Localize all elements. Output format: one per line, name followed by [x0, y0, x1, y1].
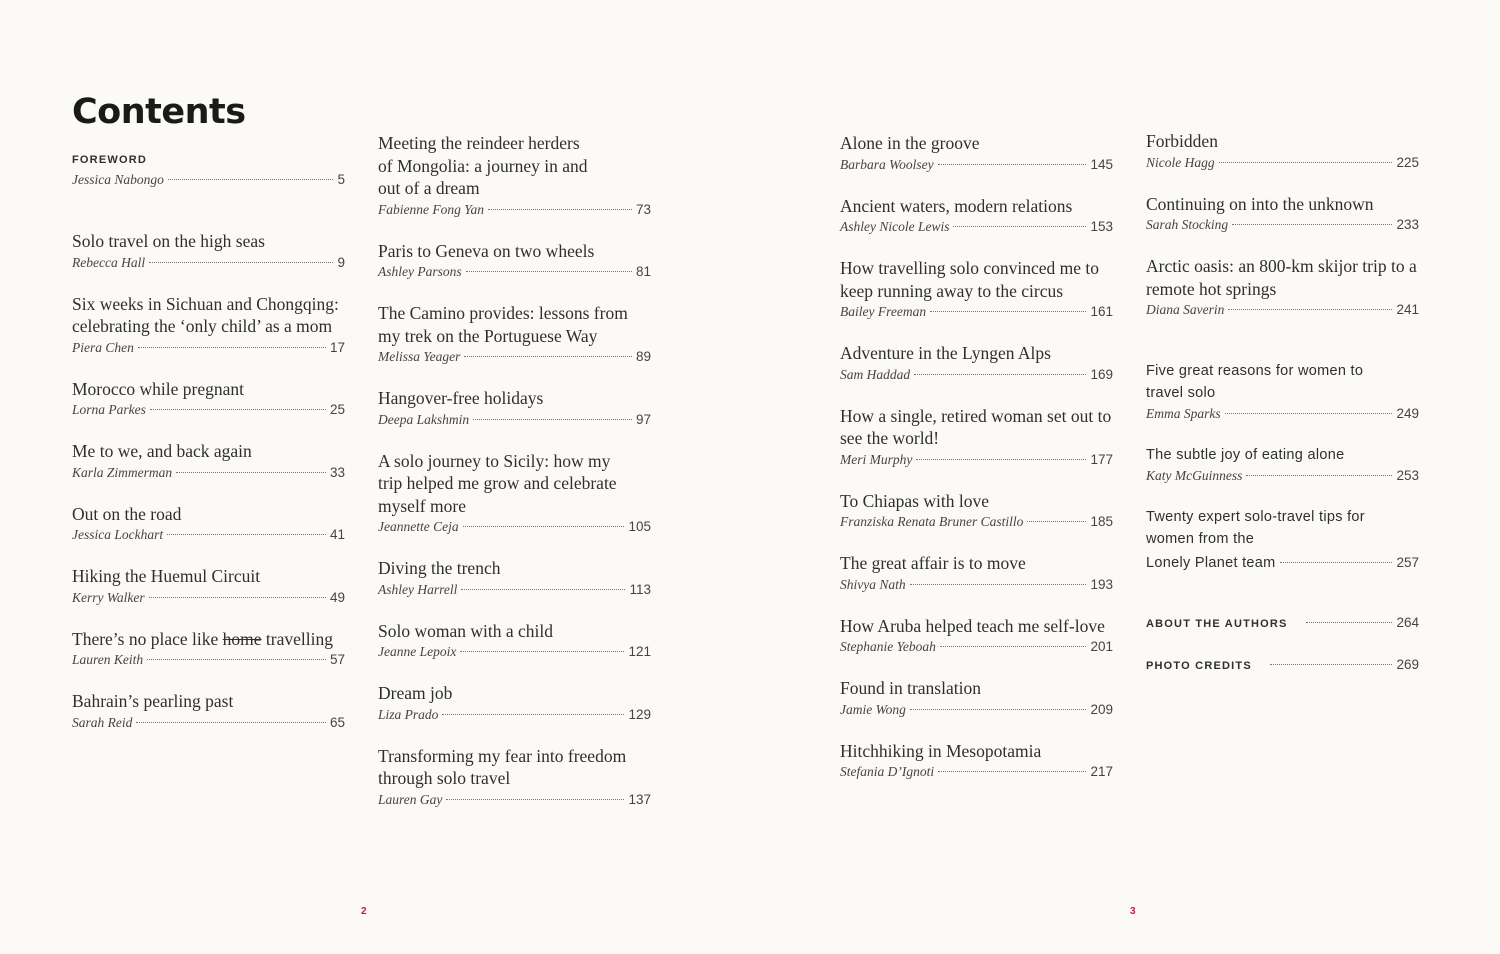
toc-page-number: 105 [628, 519, 651, 534]
toc-page-number: 129 [628, 706, 651, 722]
toc-page-number: 121 [628, 644, 651, 659]
leader-dots [168, 179, 334, 180]
toc-page-number: 145 [1090, 156, 1113, 172]
leader-dots [147, 659, 326, 660]
leader-dots [167, 534, 326, 535]
leader-dots [473, 419, 632, 420]
toc-title: Transforming my fear into freedom through solo travel [378, 745, 627, 788]
toc-author: Jamie Wong [840, 701, 906, 717]
toc-author: Fabienne Fong Yan [378, 201, 484, 217]
toc-page-number: 65 [329, 714, 345, 730]
leader-dots [466, 271, 632, 272]
toc-page-number: 57 [329, 652, 345, 667]
toc-author: Stephanie Yeboah [840, 639, 936, 654]
toc-author: Deepa Lakshmin [378, 411, 470, 427]
leader-dots [953, 226, 1086, 227]
toc-entry[interactable] [378, 302, 651, 365]
leader-dots [938, 771, 1086, 772]
toc-entry[interactable] [840, 257, 1113, 320]
toc-title [72, 628, 345, 651]
toc-entry[interactable] [72, 628, 345, 669]
toc-title: Bahrain’s pearling past [72, 691, 234, 711]
toc-entry[interactable] [72, 440, 345, 481]
toc-title: PHOTO CREDITS [1146, 660, 1252, 672]
toc-page-number: 249 [1396, 406, 1419, 421]
toc-title-part: There’s no place like [72, 628, 223, 649]
toc-entry[interactable] [840, 195, 1113, 236]
toc-author: Jeanne Lepoix [378, 644, 457, 659]
toc-author: Shivya Nath [840, 576, 906, 592]
toc-entry-credits[interactable] [1146, 656, 1419, 676]
toc-page-number: 217 [1090, 764, 1113, 779]
toc-entry[interactable] [378, 450, 651, 536]
toc-title: Solo travel on the high seas [72, 231, 265, 251]
leader-dots [149, 597, 326, 598]
toc-author: Jeannette Ceja [378, 519, 459, 534]
toc-page-number: 201 [1090, 639, 1113, 654]
toc-author: Melissa Yeager [378, 349, 461, 364]
toc-page-number: 257 [1396, 555, 1419, 570]
leader-dots [136, 722, 326, 723]
toc-title: Meeting the reindeer herders of Mongolia: a journey in and out of a dream [378, 133, 588, 198]
contents-column-3 [840, 132, 1113, 802]
toc-title-strikethrough: home [222, 628, 262, 649]
toc-page-number: 17 [329, 339, 345, 355]
toc-page-number: 185 [1090, 514, 1113, 529]
leader-dots [1228, 309, 1392, 310]
leader-dots [1280, 562, 1393, 563]
toc-title: Continuing on into the unknown [1146, 193, 1374, 214]
leader-dots [910, 584, 1087, 585]
toc-page-number: 73 [635, 201, 651, 217]
toc-author: Ashley Parsons [378, 264, 462, 279]
toc-page-number: 233 [1396, 217, 1419, 232]
toc-title: Dream job [378, 683, 453, 703]
toc-title: FOREWORD [72, 154, 147, 166]
toc-page-number: 89 [635, 349, 651, 364]
toc-entry[interactable] [1146, 506, 1419, 574]
toc-entry[interactable] [378, 240, 651, 281]
toc-author: Bailey Freeman [840, 304, 927, 319]
toc-title: The great affair is to move [840, 553, 1026, 573]
toc-page-number: 49 [329, 589, 345, 605]
leader-dots [488, 209, 632, 210]
leader-dots [1225, 413, 1393, 414]
toc-title: The Camino provides: lessons from my trek on the Portuguese Way [378, 303, 628, 346]
leader-dots [1270, 664, 1393, 665]
toc-entry[interactable] [1146, 130, 1419, 171]
toc-title: Arctic oasis: an 800-km skijor trip to a remote hot springs [1146, 256, 1417, 299]
toc-page-number: 97 [635, 411, 651, 427]
toc-author: Lorna Parkes [72, 402, 146, 417]
toc-author: Franziska Renata Bruner Castillo [840, 514, 1024, 529]
toc-page-number: 225 [1396, 154, 1419, 170]
toc-page-number: 9 [337, 254, 345, 270]
toc-title: Alone in the groove [840, 133, 980, 153]
leader-dots [940, 646, 1087, 647]
toc-title: Paris to Geneva on two wheels [378, 240, 595, 261]
leader-dots [914, 374, 1086, 375]
toc-page-number: 41 [329, 527, 345, 542]
toc-author: Nicole Hagg [1146, 154, 1215, 170]
toc-entry[interactable] [840, 342, 1113, 383]
toc-author: Barbara Woolsey [840, 156, 934, 172]
leader-dots [463, 526, 625, 527]
leader-dots [1306, 622, 1393, 623]
folio-left: 2 [361, 906, 367, 917]
toc-entry[interactable] [378, 557, 651, 598]
toc-entry[interactable] [378, 620, 651, 661]
toc-entry[interactable] [378, 682, 651, 723]
toc-page-number: 137 [628, 791, 651, 807]
toc-entry-about[interactable] [1146, 614, 1419, 634]
toc-title: Hiking the Huemul Circuit [72, 566, 261, 586]
folio-right: 3 [1130, 906, 1136, 917]
contents-column-2 [378, 132, 651, 830]
toc-entry[interactable] [840, 552, 1113, 593]
toc-entry[interactable] [72, 503, 345, 544]
toc-title-part: travelling [261, 628, 333, 649]
leader-dots [464, 356, 632, 357]
toc-title: Adventure in the Lyngen Alps [840, 343, 1051, 363]
toc-entry[interactable] [840, 490, 1113, 531]
toc-entry[interactable] [72, 378, 345, 419]
toc-page-number: 177 [1090, 451, 1113, 467]
toc-title: A solo journey to Sicily: how my trip helped me grow and celebrate myself more [378, 450, 617, 516]
toc-title: Out on the road [72, 503, 182, 524]
toc-title: Forbidden [1146, 131, 1218, 151]
toc-title: Found in translation [840, 678, 981, 698]
toc-author: Emma Sparks [1146, 406, 1221, 421]
toc-author: Sarah Reid [72, 714, 133, 730]
toc-author: Ashley Nicole Lewis [840, 219, 950, 234]
toc-title: Morocco while pregnant [72, 378, 245, 399]
contents-column-1 [72, 150, 345, 753]
leader-dots [1232, 224, 1392, 225]
toc-entry[interactable] [840, 677, 1113, 718]
toc-author: Meri Murphy [840, 451, 913, 467]
toc-page-number: 193 [1090, 576, 1113, 592]
leader-dots [149, 262, 333, 263]
contents-column-4 [1146, 130, 1419, 698]
leader-dots [1027, 521, 1086, 522]
toc-entry[interactable] [378, 132, 651, 218]
toc-author: Rebecca Hall [72, 254, 146, 270]
toc-page-number: 153 [1090, 219, 1113, 234]
toc-entry[interactable] [72, 690, 345, 731]
toc-title: Twenty expert solo-travel tips for women from the [1146, 509, 1365, 547]
toc-title: How travelling solo convinced me to keep running away to the circus [840, 258, 1100, 301]
toc-page-number: 25 [329, 402, 345, 417]
toc-author: Katy McGuinness [1146, 468, 1243, 483]
toc-page-number: 113 [629, 581, 651, 597]
toc-entry[interactable] [378, 745, 651, 808]
toc-author: Karla Zimmerman [72, 464, 173, 480]
leader-dots [1246, 475, 1392, 476]
toc-entry[interactable] [378, 387, 651, 428]
toc-entry-foreword[interactable] [72, 150, 345, 188]
toc-title: To Chiapas with love [840, 490, 989, 511]
toc-entry[interactable] [1146, 360, 1419, 422]
toc-author: Stefania D’Ignoti [840, 764, 935, 779]
toc-title-last-line: Lonely Planet team [1146, 555, 1276, 571]
toc-page-number: 5 [337, 172, 345, 187]
leader-dots [461, 589, 625, 590]
toc-author: Kerry Walker [72, 589, 145, 605]
toc-entry[interactable] [1146, 193, 1419, 234]
toc-page-number: 253 [1396, 468, 1419, 483]
toc-page-number: 33 [329, 464, 345, 480]
leader-dots [460, 651, 624, 652]
toc-page-number: 241 [1396, 302, 1419, 317]
toc-entry[interactable] [72, 230, 345, 271]
toc-title: Six weeks in Sichuan and Chongqing: celebrating the ‘only child’ as a mom [72, 293, 339, 336]
toc-title: Ancient waters, modern relations [840, 195, 1073, 216]
toc-author: Jessica Lockhart [72, 527, 164, 542]
leader-dots [938, 164, 1087, 165]
toc-author: Liza Prado [378, 706, 439, 722]
toc-page-number: 81 [635, 264, 651, 279]
leader-dots [150, 409, 326, 410]
toc-page-number: 269 [1396, 657, 1419, 672]
toc-author: Lauren Keith [72, 652, 144, 667]
page-title: Contents [72, 92, 246, 132]
toc-title: How Aruba helped teach me self-love [840, 615, 1105, 636]
toc-entry[interactable] [840, 405, 1113, 468]
toc-entry[interactable] [1146, 255, 1419, 318]
toc-entry[interactable] [72, 293, 345, 356]
toc-author: Piera Chen [72, 339, 134, 355]
toc-entry[interactable] [840, 740, 1113, 781]
toc-entry[interactable] [840, 132, 1113, 173]
toc-author: Lauren Gay [378, 791, 443, 807]
toc-entry[interactable] [1146, 444, 1419, 484]
leader-dots [176, 472, 326, 473]
toc-page-number: 264 [1396, 615, 1419, 630]
leader-dots [910, 709, 1087, 710]
toc-title: Diving the trench [378, 558, 501, 578]
toc-title: Me to we, and back again [72, 441, 252, 461]
toc-author: Ashley Harrell [378, 581, 458, 597]
leader-dots [916, 459, 1086, 460]
toc-author: Jessica Nabongo [72, 172, 164, 187]
toc-title: Solo woman with a child [378, 620, 553, 641]
toc-author: Sam Haddad [840, 366, 911, 382]
leader-dots [442, 714, 624, 715]
toc-title: Five great reasons for women to travel solo [1146, 363, 1364, 401]
leader-dots [1219, 162, 1393, 163]
toc-title: ABOUT THE AUTHORS [1146, 618, 1288, 630]
toc-entry[interactable] [840, 615, 1113, 656]
toc-page-number: 161 [1090, 304, 1113, 319]
leader-dots [138, 347, 326, 348]
toc-page-number: 209 [1090, 701, 1113, 717]
leader-dots [930, 311, 1086, 312]
toc-title: Hitchhiking in Mesopotamia [840, 740, 1042, 761]
toc-author: Sarah Stocking [1146, 217, 1229, 232]
toc-author: Diana Saverin [1146, 302, 1225, 317]
toc-title: How a single, retired woman set out to see the world! [840, 405, 1112, 448]
toc-page-number: 169 [1090, 366, 1113, 382]
leader-dots [446, 799, 624, 800]
toc-entry[interactable] [72, 565, 345, 606]
toc-title: The subtle joy of eating alone [1146, 447, 1345, 463]
toc-title: Hangover-free holidays [378, 388, 544, 408]
